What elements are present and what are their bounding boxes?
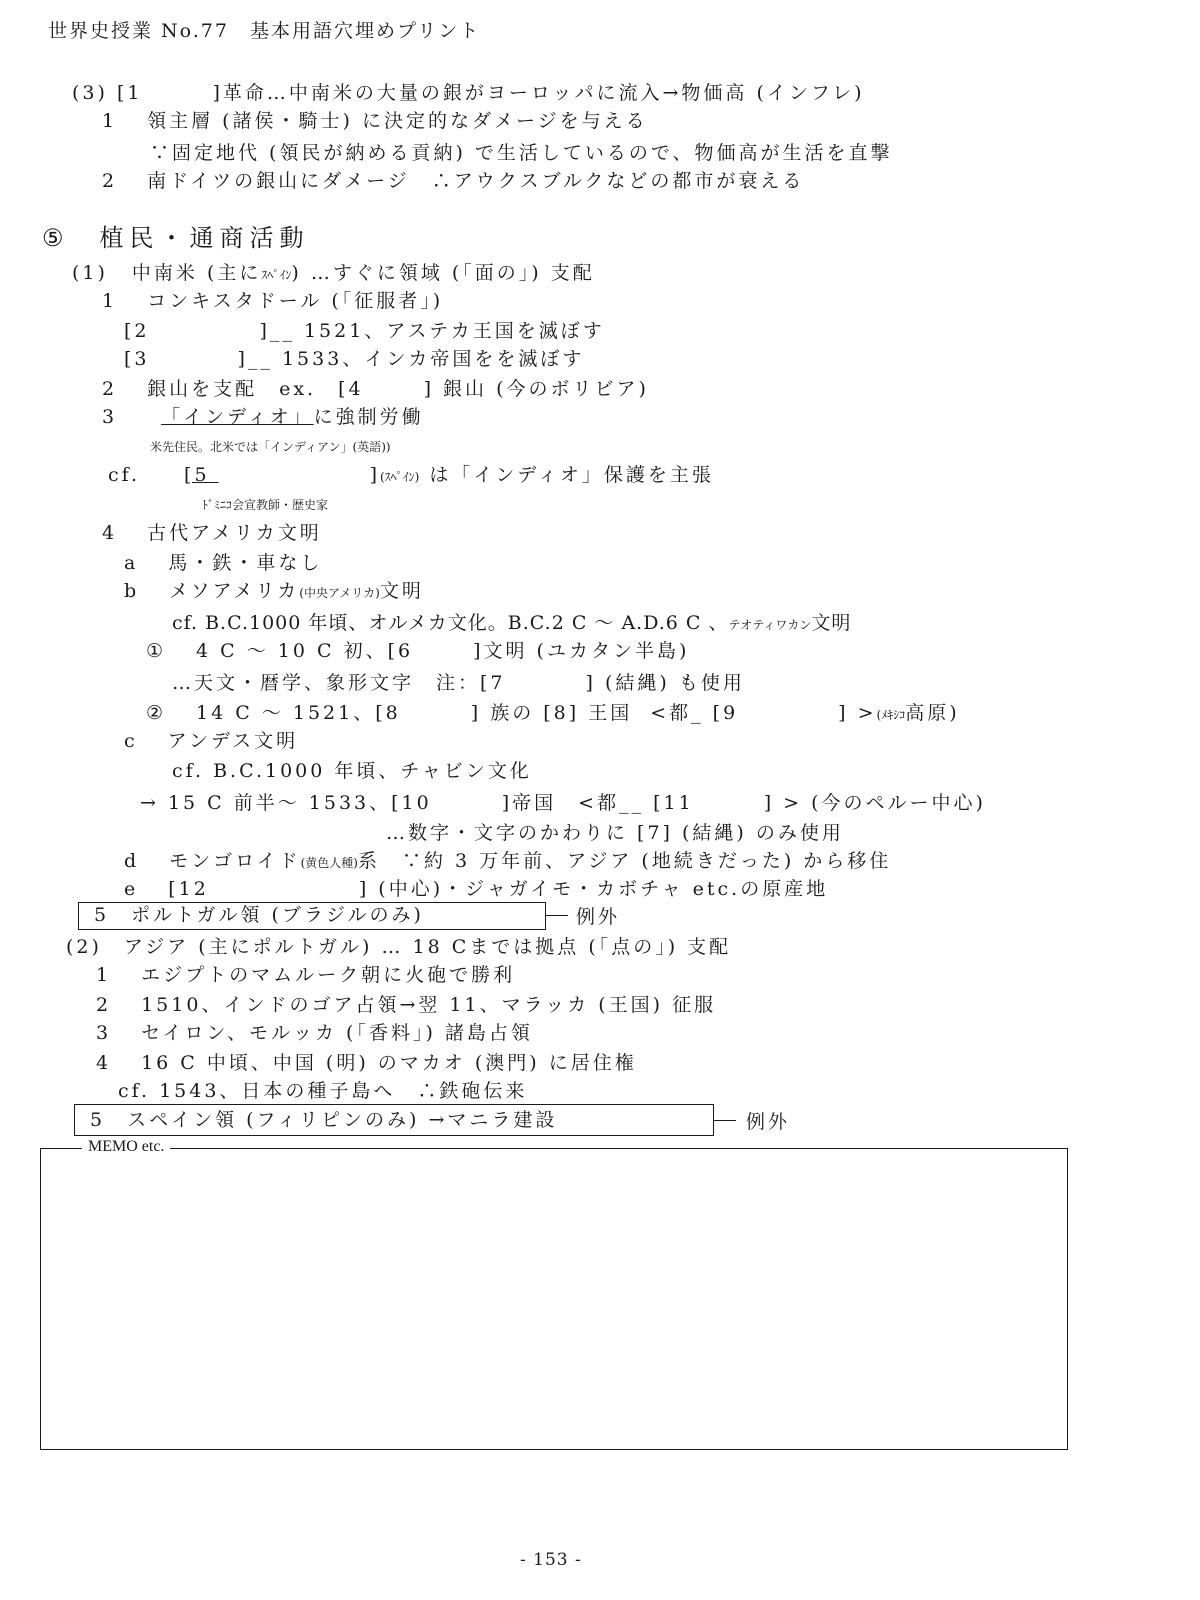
sub-letter: e [124, 878, 139, 900]
item-text: に強制労働 [313, 406, 424, 428]
p1-head-small: ｽﾍﾟｲﾝ [261, 268, 292, 282]
item-number: 1 [102, 290, 118, 312]
p1-sub-b-cf [172, 610, 851, 638]
sub-text-2: 文明 [379, 580, 424, 602]
p1-sub-a [124, 550, 322, 576]
p2-cf: cf. 1543、日本の種子島へ ∴鉄砲伝来 [118, 1080, 528, 1102]
p1-sub-b-1 [146, 638, 689, 664]
p1-heading [72, 260, 595, 288]
blank-3-open: [3 [124, 348, 150, 370]
sec3-item-1 [102, 108, 648, 134]
p2-item-1 [96, 962, 515, 988]
note-text-2: ] (結縄) も使用 [585, 672, 745, 694]
p2-item-4 [96, 1050, 637, 1076]
note-text: …天文・暦学、象形文字 注：[7 [172, 672, 506, 694]
item-text: 銀山を支配 ex. [4 [147, 378, 364, 400]
sub-letter: a [124, 552, 139, 574]
item-number: 2 [96, 994, 112, 1016]
item-text: 南ドイツの銀山にダメージ ∴アウクスブルクなどの都市が衰える [147, 170, 805, 192]
p1-blank-2-line [124, 318, 605, 344]
blank-2-open: [2 [124, 320, 150, 342]
page-number: - 153 - [520, 1550, 582, 1570]
item-text-2: ] 銀山 (今のボリビア) [423, 378, 649, 400]
p1-item-2 [102, 376, 649, 402]
item-text: 領主層 (諸侯・騎士) に決定的なダメージを与える [147, 110, 648, 132]
blank-2-text: ]__ 1521、アステカ王国を滅ぼす [259, 320, 605, 342]
underlined-term: 「インディオ」 [161, 406, 314, 428]
p1-cf-line [108, 462, 714, 490]
p1-head-text-2: ) …すぐに領域 (「面の」) 支配 [291, 262, 595, 284]
exception-label: 例外 [746, 1111, 791, 1133]
memo-box[interactable] [40, 1148, 1068, 1450]
b1-text-2: ]文明 (ユカタン半島) [473, 640, 690, 662]
sec3-item-2 [102, 168, 804, 194]
p1-head-text: 中南米 (主に [131, 262, 262, 284]
exception-label: 例外 [576, 906, 621, 928]
b2-small: (ﾒｷｼｺ [876, 708, 906, 722]
p1-sub-c-3: …数字・文字のかわりに [7] (結縄) のみ使用 [386, 822, 844, 844]
p1-sub-c-cf: cf. B.C.1000 年頃、チャビン文化 [172, 760, 532, 782]
cf-small: (ｽﾍﾟｲﾝ) [379, 470, 420, 484]
sub-letter: c [124, 730, 138, 752]
b2-text-3: <都_ [9 [650, 702, 739, 724]
sub-letter: d [124, 850, 140, 872]
cf-small: テオティワカン [728, 618, 812, 632]
boxed-item-spain-text: 5 スペイン領 (フィリピンのみ) →マニラ建設 [90, 1109, 558, 1131]
sub-text: アンデス文明 [167, 730, 299, 752]
p1-sub-d [124, 848, 891, 876]
blank-3-text: ]__ 1533、インカ帝国をを滅ぼす [237, 348, 585, 370]
cf-text: は「インディオ」保護を主張 [429, 464, 714, 486]
page-header: 世界史授業 No.77 基本用語穴埋めプリント [48, 20, 481, 42]
p1-sub-c [124, 728, 298, 754]
sub-text: ] (中心)・ジャガイモ・カボチャ etc.の原産地 [358, 878, 829, 900]
item-text: 1510、インドのゴア占領→翌 11、マラッカ (王国) 征服 [141, 994, 717, 1016]
item-number: 3 [102, 406, 118, 428]
cf-label: cf. [108, 464, 141, 486]
blank-1-open: (3) [1 [72, 82, 143, 104]
p1-item-4 [102, 520, 322, 546]
blank-12-open: [12 [168, 878, 209, 900]
item-number: 4 [96, 1052, 112, 1074]
sub-letter: b [124, 580, 140, 602]
p1-sub-c-2 [140, 790, 986, 816]
item-number: 1 [96, 964, 112, 986]
blank-5-close: ] [369, 464, 380, 486]
circled-number: ② [146, 702, 167, 724]
note-dominican: ﾄﾞﾐﾆｺ会宣教師・歴史家 [202, 498, 329, 512]
sec3-title [72, 80, 865, 106]
sub-text: メソアメリカ [169, 580, 300, 602]
p1-number: (1) [72, 262, 108, 284]
item-number: 4 [102, 522, 118, 544]
p1-sub-b-1-note [172, 670, 745, 696]
item-number: 1 [102, 110, 118, 132]
connector-line [546, 915, 568, 916]
cf-text: cf. B.C.1000 年頃、オルメカ文化。B.C.2 C 〜 A.D.6 C 、 [172, 612, 729, 634]
p1-sub-e [124, 876, 828, 902]
item-text: エジプトのマムルーク朝に火砲で勝利 [141, 964, 516, 986]
sec5-title: 植民・通商活動 [99, 224, 310, 252]
p1-sub-b-2 [146, 700, 960, 728]
item-number: 2 [102, 170, 118, 192]
sec5-heading [42, 225, 310, 251]
sub-small: (黄色人種) [300, 856, 358, 870]
item-number: 3 [96, 1022, 112, 1044]
item-text: 古代アメリカ文明 [147, 522, 322, 544]
blank-5-open: [5 [184, 464, 210, 486]
sec3-title-text: ]革命…中南米の大量の銀がヨーロッパに流入→物価高 (インフレ) [212, 82, 865, 104]
b2-text: 14 C 〜 1521、[8 [196, 702, 401, 724]
c2-text-3: ] > (今のペルー中心) [763, 792, 986, 814]
c2-text: → 15 C 前半〜 1533、[10 [140, 792, 432, 814]
p2-item-2 [96, 992, 716, 1018]
memo-label: MEMO etc. [82, 1138, 170, 1156]
connector-line [714, 1120, 736, 1121]
sub-small: (中央アメリカ) [299, 586, 380, 600]
item-text: コンキスタドール (「征服者」) [147, 290, 444, 312]
sub-text: 馬・鉄・車なし [168, 552, 323, 574]
p1-sub-b [124, 578, 424, 606]
b2-text-4: ] > [838, 702, 877, 724]
item-text: 16 C 中頃、中国 (明) のマカオ (澳門) に居住権 [141, 1052, 637, 1074]
c2-text-2: ]帝国 <都__ [11 [501, 792, 694, 814]
b2-text-2: ] 族の [8] 王国 [470, 702, 633, 724]
boxed-item-portugal-text: 5 ポルトガル領 (ブラジルのみ) [94, 904, 424, 926]
p2-heading: (2) アジア (主にポルトガル) … 18 Cまでは拠点 (「点の」) 支配 [66, 936, 732, 958]
sub-text: モンゴロイド [169, 850, 301, 872]
circled-number: ⑤ [42, 224, 70, 252]
circled-number: ① [146, 640, 167, 662]
p2-item-3 [96, 1020, 533, 1046]
item-text: セイロン、モルッカ (「香料」) 諸島占領 [141, 1022, 533, 1044]
p1-blank-3-line [124, 346, 584, 372]
sub-text-2: 系 ∵約 3 万年前、アジア (地続きだった) から移住 [357, 850, 892, 872]
p1-item-3 [102, 404, 424, 430]
note-indigenous: 米先住民。北米では「インディアン」(英語)) [150, 440, 391, 454]
item-number: 2 [102, 378, 118, 400]
sec3-item-1-reason: ∵固定地代 (領民が納める貢納) で生活しているので、物価高が生活を直撃 [150, 142, 893, 164]
b2-text-5: 高原) [905, 702, 960, 724]
cf-text-2: 文明 [811, 612, 852, 634]
p1-item-1 [102, 288, 443, 314]
b1-text: 4 C 〜 10 C 初、[6 [196, 640, 414, 662]
